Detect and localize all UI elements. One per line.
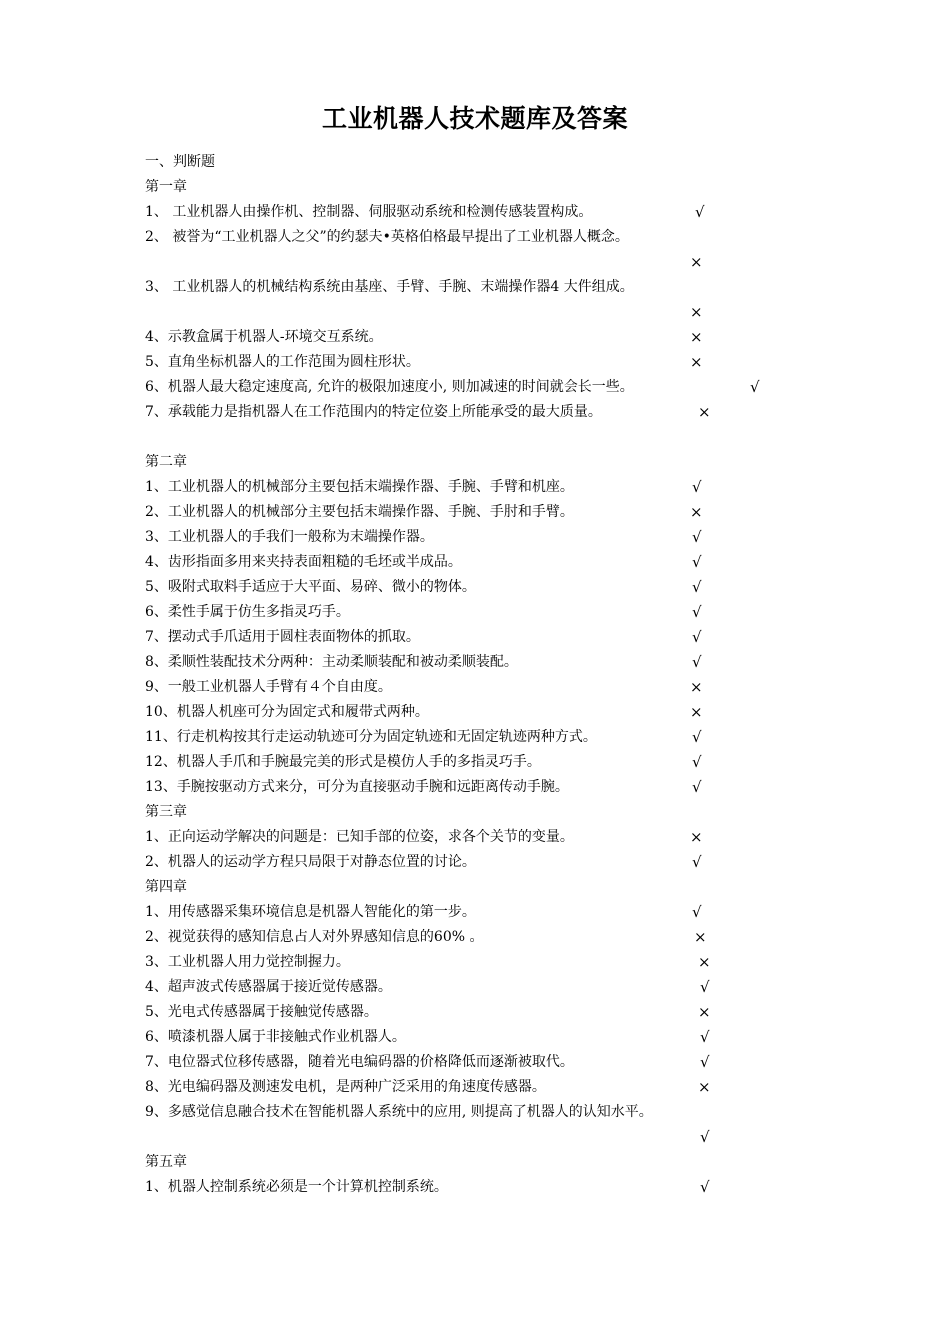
answer-mark: √ (692, 528, 702, 546)
question-line: 9、多感觉信息融合技术在智能机器人系统中的应用, 则提高了机器人的认知水平。 (145, 1104, 653, 1120)
question-line: 3、工业机器人的手我们一般称为末端操作器。 (145, 529, 434, 545)
answer-mark: × (690, 678, 703, 696)
answer-mark: √ (695, 203, 705, 221)
question-line: 6、柔性手属于仿生多指灵巧手。 (145, 604, 350, 620)
answer-mark: × (698, 1003, 711, 1021)
answer-mark: × (694, 928, 707, 946)
question-line: 10、机器人机座可分为固定式和履带式两种。 (145, 704, 429, 720)
question-line: 3、工业机器人用力觉控制握力。 (145, 954, 350, 970)
answer-mark: √ (692, 753, 702, 771)
answer-mark: √ (692, 653, 702, 671)
chapter-heading-5: 第五章 (145, 1154, 187, 1170)
question-line: 6、喷漆机器人属于非接触式作业机器人。 (145, 1029, 406, 1045)
question-line: 12、机器人手爪和手腕最完美的形式是模仿人手的多指灵巧手。 (145, 754, 541, 770)
question-line: 9、一般工业机器人手臂有４个自由度。 (145, 679, 392, 695)
question-line: 8、光电编码器及测速发电机，是两种广泛采用的角速度传感器。 (145, 1079, 546, 1095)
question-line: 2、工业机器人的机械部分主要包括末端操作器、手腕、手肘和手臂。 (145, 504, 574, 520)
answer-mark: × (690, 303, 703, 321)
answer-mark: √ (692, 478, 702, 496)
chapter-heading-2: 第二章 (145, 454, 187, 470)
answer-mark: × (690, 328, 703, 346)
answer-mark: √ (692, 578, 702, 596)
chapter-heading-3: 第三章 (145, 804, 187, 820)
answer-mark: × (690, 253, 703, 271)
answer-mark: √ (692, 553, 702, 571)
question-line: 2、视觉获得的感知信息占人对外界感知信息的60% 。 (145, 929, 484, 945)
question-line: 7、摆动式手爪适用于圆柱表面物体的抓取。 (145, 629, 420, 645)
answer-mark: √ (692, 728, 702, 746)
answer-mark: × (690, 703, 703, 721)
question-line: 13、手腕按驱动方式来分，可分为直接驱动手腕和远距离传动手腕。 (145, 779, 569, 795)
question-line: 7、承载能力是指机器人在工作范围内的特定位姿上所能承受的最大质量。 (145, 404, 602, 420)
question-line: 1、 工业机器人由操作机、控制器、伺服驱动系统和检测传感装置构成。 (145, 204, 593, 220)
question-line: 2、 被誉为“工业机器人之父”的约瑟夫•英格伯格最早提出了工业机器人概念。 (145, 229, 629, 245)
answer-mark: √ (700, 1028, 710, 1046)
answer-mark: √ (692, 778, 702, 796)
chapter-heading-1: 第一章 (145, 179, 187, 195)
question-line: 1、机器人控制系统必须是一个计算机控制系统。 (145, 1179, 448, 1195)
question-line: 3、 工业机器人的机械结构系统由基座、手臂、手腕、末端操作器4 大件组成。 (145, 279, 634, 295)
question-line: 8、柔顺性装配技术分两种：主动柔顺装配和被动柔顺装配。 (145, 654, 518, 670)
answer-mark: × (698, 953, 711, 971)
question-line: 4、示教盒属于机器人-环境交互系统。 (145, 329, 383, 345)
answer-mark: √ (692, 853, 702, 871)
question-line: 7、电位器式位移传感器，随着光电编码器的价格降低而逐渐被取代。 (145, 1054, 574, 1070)
question-line: 5、直角坐标机器人的工作范围为圆柱形状。 (145, 354, 420, 370)
question-line: 5、吸附式取料手适应于大平面、易碎、微小的物体。 (145, 579, 476, 595)
question-line: 4、超声波式传感器属于接近觉传感器。 (145, 979, 392, 995)
answer-mark: √ (692, 628, 702, 646)
answer-mark: √ (750, 378, 760, 396)
question-line: 6、机器人最大稳定速度高, 允许的极限加速度小, 则加减速的时间就会长一些。 (145, 379, 634, 395)
question-line: 11、行走机构按其行走运动轨迹可分为固定轨迹和无固定轨迹两种方式。 (145, 729, 597, 745)
chapter-heading-4: 第四章 (145, 879, 187, 895)
question-line: 1、正向运动学解决的问题是：已知手部的位姿，求各个关节的变量。 (145, 829, 574, 845)
question-line: 1、工业机器人的机械部分主要包括末端操作器、手腕、手臂和机座。 (145, 479, 574, 495)
question-line: 1、用传感器采集环境信息是机器人智能化的第一步。 (145, 904, 476, 920)
question-line: 4、齿形指面多用来夹持表面粗糙的毛坯或半成品。 (145, 554, 462, 570)
answer-mark: × (698, 1078, 711, 1096)
answer-mark: × (690, 353, 703, 371)
answer-mark: √ (700, 1128, 710, 1146)
answer-mark: √ (692, 903, 702, 921)
answer-mark: × (698, 403, 711, 421)
document-title: 工业机器人技术题库及答案 (321, 104, 628, 133)
answer-mark: × (690, 828, 703, 846)
section-heading: 一、判断题 (145, 154, 215, 170)
question-line: 5、光电式传感器属于接触觉传感器。 (145, 1004, 378, 1020)
answer-mark: √ (700, 1053, 710, 1071)
question-line: 2、机器人的运动学方程只局限于对静态位置的讨论。 (145, 854, 476, 870)
answer-mark: √ (700, 1178, 710, 1196)
answer-mark: √ (700, 978, 710, 996)
answer-mark: √ (692, 603, 702, 621)
answer-mark: × (690, 503, 703, 521)
